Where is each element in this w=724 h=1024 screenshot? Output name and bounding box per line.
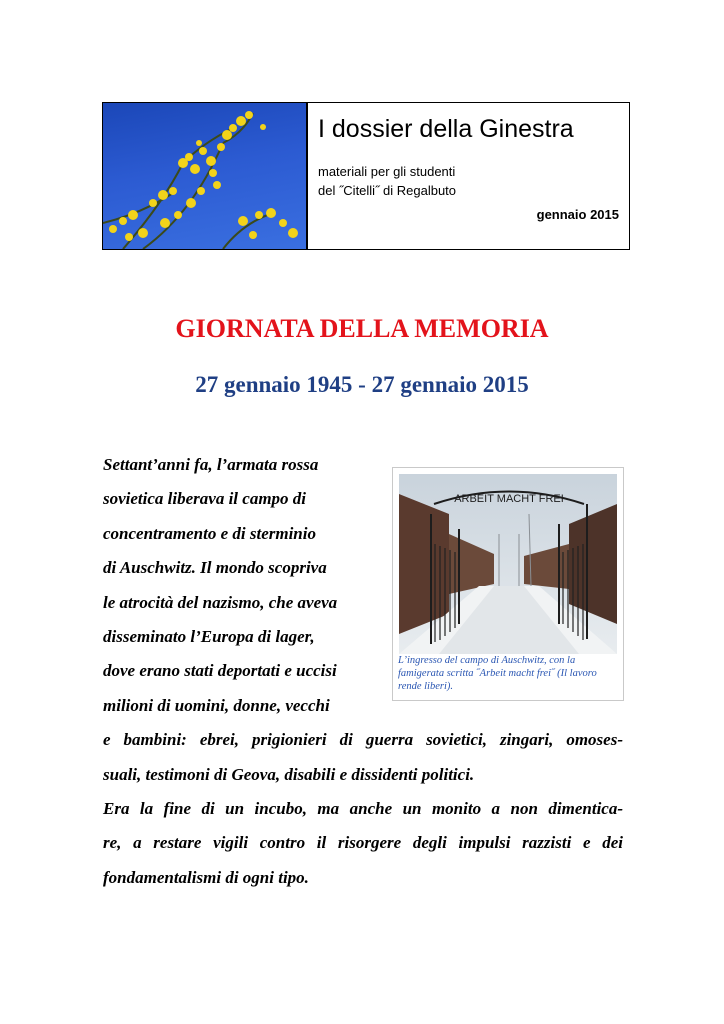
- body-line: dove erano stati deportati e uccisi: [103, 661, 337, 681]
- figure-caption: L’ingresso del campo di Auschwitz, con la famigerata scritta ˝Arbeit macht frei˝ (Il lavoro rende liberi).: [398, 655, 597, 692]
- header-subtitle-line2: del ˝Citelli˝ di Regalbuto: [318, 183, 457, 198]
- dossier-title: I dossier della Ginestra: [318, 115, 574, 143]
- body-line: Settant’anni fa, l’armata rossa: [103, 455, 319, 474]
- page-title: GIORNATA DELLA MEMORIA: [175, 314, 549, 343]
- ginestra-flowers-icon: [103, 103, 306, 249]
- article-body: [103, 448, 623, 895]
- body-line: di Auschwitz. Il mondo scopriva: [103, 558, 327, 578]
- body-line: milioni di uomini, donne, vecchi: [103, 695, 330, 715]
- body-line: sovietica liberava il campo di: [103, 489, 307, 509]
- body-line: concentramento e di sterminio: [103, 523, 316, 543]
- body-line: le atrocità del nazismo, che aveva: [103, 592, 338, 612]
- header-box: [102, 102, 630, 250]
- header-text: [308, 103, 629, 249]
- body-line: e bambini: ebrei, prigionieri di guerra sovietici, zingari, omoses-: [103, 730, 623, 750]
- page-subtitle: 27 gennaio 1945 - 27 gennaio 2015: [195, 372, 529, 397]
- issue-date: gennaio 2015: [536, 207, 619, 222]
- body-line: Era la fine di un incubo, ma anche un monito a non dimentica-: [103, 798, 623, 818]
- body-line: fondamentalismi di ogni tipo.: [103, 867, 309, 887]
- body-line: disseminato l’Europa di lager,: [103, 626, 315, 646]
- ginestra-photo: [103, 103, 308, 249]
- body-line: re, a restare vigili contro il risorgere degli impulsi razzisti e dei: [103, 833, 623, 853]
- gate-sign-text: ARBEIT MACHT FREI: [454, 493, 564, 505]
- header-subtitle-line1: materiali per gli studenti: [318, 164, 456, 179]
- body-line: suali, testimoni di Geova, disabili e dissidenti politici.: [103, 764, 475, 784]
